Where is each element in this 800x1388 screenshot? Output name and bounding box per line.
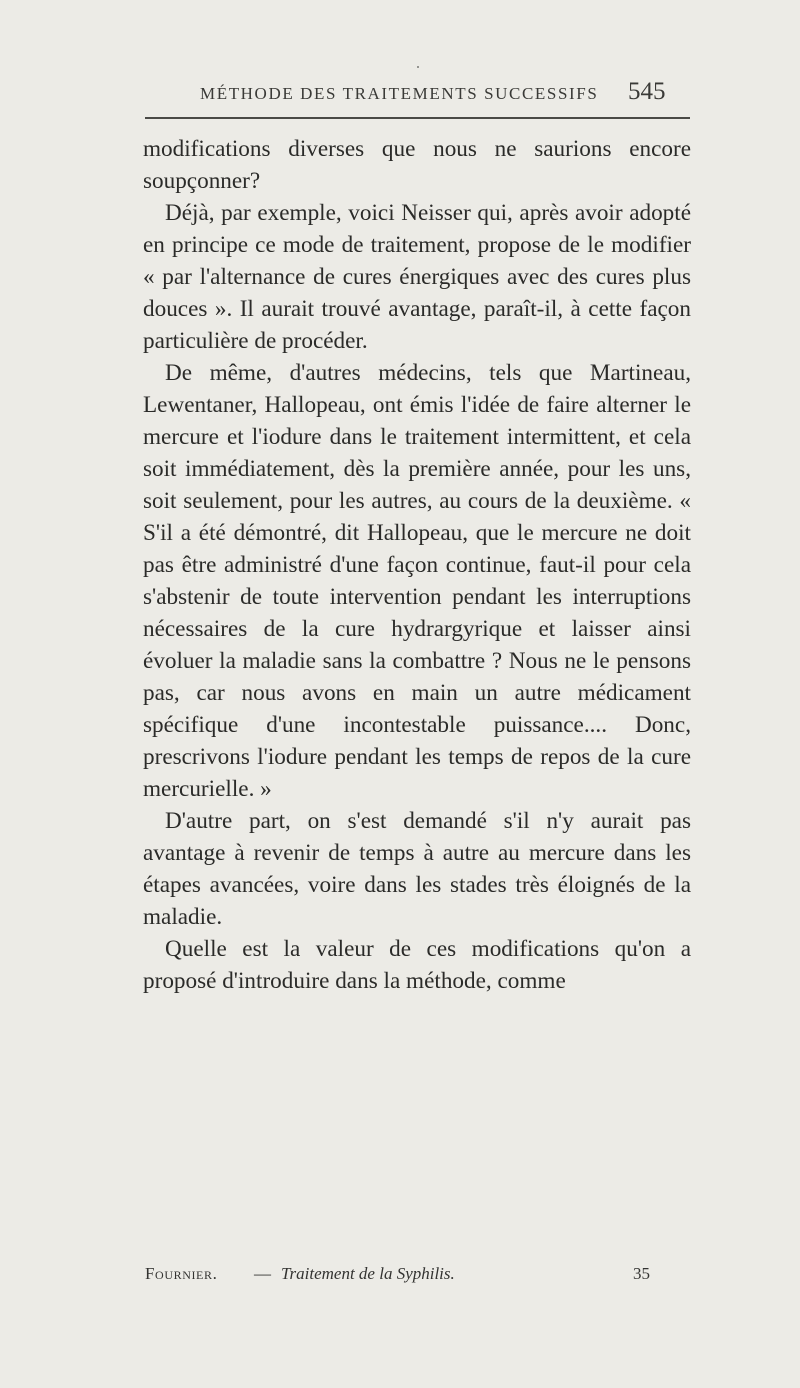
paragraph-valeur: Quelle est la valeur de ces modifications qu'on a proposé d'introduire dans la méthode, comme xyxy=(143,936,691,994)
footer-signature-number: 35 xyxy=(633,1264,650,1283)
paper-speck xyxy=(417,66,419,68)
page-header xyxy=(0,78,800,118)
paragraph-hallopeau: De même, d'autres médecins, tels que Martineau, Lewentaner, Hallopeau, ont émis l'idée de faire alterner le mercure et l'iodure dans le traitement intermittent, et cela soit immédiatement, dès la première année, pour les uns, soit seulement, pour les autres, au cours de la deuxième. « S'il a été démontré, dit Hallopeau, que le mercure ne doit pas être administré d'une façon continue, faut-il pour cela s'abstenir de toute intervention pendant les interruptions nécessaires de la cure hydrargyrique et laisser ainsi évoluer la maladie sans la combattre ? Nous ne le pensons pas, car nous avons en main un autre médicament spécifique d'une incontestable puissance.... Donc, prescrivons l'iodure pendant les temps de repos de la cure mercurielle. » xyxy=(143,360,691,802)
paragraph-mercure: D'autre part, on s'est demandé s'il n'y aurait pas avantage à revenir de temps à autre au mercure dans les étapes avancées, voire dans les stades très éloignés de la maladie. xyxy=(143,808,691,930)
header-rule xyxy=(145,117,690,119)
page-number: 545 xyxy=(628,78,666,105)
paragraph-continuation: modifications diverses que nous ne saurions encore soupçonner? xyxy=(143,136,691,194)
footer-dash: — xyxy=(254,1264,271,1283)
running-head: MÉTHODE DES TRAITEMENTS SUCCESSIFS xyxy=(200,84,599,103)
footer-book-title: Traitement de la Syphilis. xyxy=(281,1264,455,1283)
page-footer xyxy=(145,1264,690,1288)
paragraph-neisser: Déjà, par exemple, voici Neisser qui, après avoir adopté en principe ce mode de traitement, propose de le modifier « par l'alternance de cures énergiques avec des cures plus douces ». Il aurait trouvé avantage, paraît-il, à cette façon particulière de procéder. xyxy=(143,200,691,354)
body-text xyxy=(143,133,691,997)
footer-author: Fournier. xyxy=(145,1264,218,1283)
